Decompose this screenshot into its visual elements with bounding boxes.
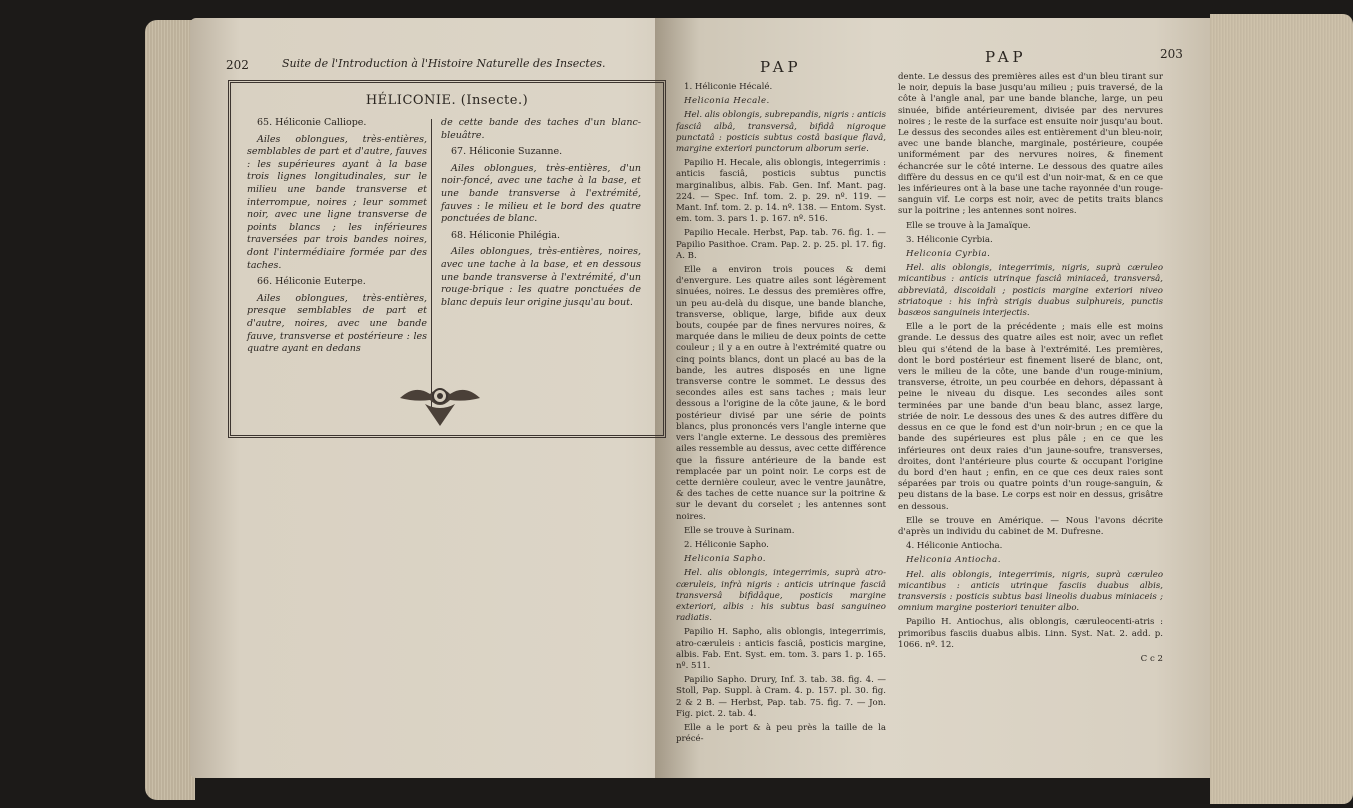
entry-text: Ailes oblongues, très-entières, d'un noir-foncé, avec une tache à la base, et une bande transverse à l'extrémité, fauves : le milieu et le bord des quatre ponctuées de blanc. <box>441 162 641 225</box>
col1-para: Elle a le port & à peu près la taille de la précé- <box>676 722 886 745</box>
box-left-column <box>247 117 427 360</box>
col1-para: Papilio H. Sapho, alis oblongis, integerrimis, atro-cæruleis : anticis fasciâ, posticis margine, albis. Fab. Ent. Syst. em. tom. 3. pars 1. p. 165. nº. 511. <box>676 627 886 671</box>
col1-para: 1. Héliconie Hécalé. <box>684 82 773 92</box>
ornament-icon <box>395 380 485 428</box>
left-page-number: 202 <box>226 58 249 72</box>
col1-para: 2. Héliconie Sapho. <box>684 539 769 550</box>
column-divider <box>431 119 432 409</box>
col1-para: Heliconia Hecale. <box>684 96 770 107</box>
col2-para: 3. Héliconie Cyrbia. <box>906 234 993 245</box>
entry-text: de cette bande des taches d'un blanc-bleuâtre. <box>441 117 641 141</box>
col2-para: Elle se trouve à la Jamaïque. <box>906 220 1031 231</box>
col2-para: Elle se trouve en Amérique. — Nous l'avons décrite d'après un individu du cabinet de M. Dufresne. <box>898 515 1163 537</box>
col2-para: Hel. alis oblongis, integerrimis, nigris, suprà cæruleo micantibus : anticis utrinque fasciâ miniaceâ, transversâ, abbreviatâ, discoidali ; posticis margine exteriori niveo striatoque : his infrà strigis duabus sulphureis, punctis basæos sanguineis interjectis. <box>898 263 1163 319</box>
entry-head: 67. Héliconie Suzanne. <box>451 146 563 158</box>
col2-para: Elle a le port de la précédente ; mais elle est moins grande. Le dessus des quatre ailes est noir, avec un reflet bleu qui s'étend de la base à l'extrémité. Les premières, dont le bord postérieur est finement liseré de blanc, ont, vers le milieu de la côte, une bande d'un rouge-minium, transverse, étroite, un peu courbée en dehors, dépassant à peine le niveau du disque. Les secondes ailes sont terminées par une bande d'un beau blanc, assez large, striée de noir. Le dessous des unes & des autres diffère du dessus en ce que le fond est d'un noir-brun ; en ce que la bande des supérieures est plus pâle ; en ce que les inférieures ont deux raies d'un jaune-soufre, transverses, droites, dont l'antérieure plus courte & occupant l'origine du bord d'en haut ; enfin, en ce que ces deux raies sont séparées par trois ou quatre points d'un rouge-sanguin, & peu distans de la base. Le corps est noir en dessus, grisâtre en dessous. <box>898 322 1163 512</box>
col1-para: Elle se trouve à Surinam. <box>684 525 795 536</box>
right-column-2 <box>898 72 1163 782</box>
entry-text: Ailes oblongues, très-entières, presque semblables de part et d'autre, noires, avec une bande fauve, transverse et postérieure : les quatre ayant en dedans <box>247 292 427 355</box>
col2-para: Heliconia Cyrbia. <box>906 249 991 260</box>
col2-para: 4. Héliconie Antiocha. <box>906 541 1003 552</box>
col2-para: Hel. alis oblongis, integerrimis, nigris, suprà cæruleo micantibus : anticis utrinque fasciis duabus albis, transversis : posticis subtus basi lineolis duabus miniaceis ; omnium margine posteriori tenuiter albo. <box>898 569 1163 614</box>
box-right-column <box>441 117 641 313</box>
col2-para: dente. Le dessus des premières ailes est d'un bleu tirant sur le noir, depuis la base jusqu'au milieu ; puis traversé, de la côte à l'angle anal, par une bande blanche, large, un peu sinuée, bifide antérieurement, divisée par des nervures noires ; le reste de la surface est ensuite noir jusqu'au bout. Le dessus des secondes ailes est entièrement d'un bleu-noir, avec une bande blanche, marginale, postérieure, coupée uniformément par des nervures noires, & finement échancrée sur le côté interne. Le dessous des quatre ailes diffère du dessus en ce qu'il est d'un noir-mat, & en ce que les inférieures ont à la base une tache rayonnée d'un rouge-sanguin vif. Le corps est noir, avec de petits traits blancs sur la poitrine ; les antennes sont noires. <box>898 72 1163 217</box>
col1-para: Papilio Sapho. Drury, Inf. 3. tab. 38. fig. 4. — Stoll, Pap. Suppl. à Cram. 4. p. 157. pl. 30. fig. 2 & 2 B. — Herbst, Pap. tab. 75. fig. 7. — Jon. Fig. pict. 2. tab. 4. <box>676 675 886 719</box>
col1-para: Papilio H. Hecale, alis oblongis, integerrimis : anticis fasciâ, posticis subtus punctis marginalibus, albis. Fab. Gen. Inf. Mant. pag. 224. — Spec. Inf. tom. 2. p. 29. nº. 119. — Mant. Inf. tom. 2. p. 14. nº. 138. — Entom. Syst. em. tom. 3. pars 1. p. 167. nº. 516. <box>676 158 886 225</box>
entry-text: Ailes oblongues, très-entières, noires, avec une tache à la base, et en dessous une bande transverse à l'extrémité, d'un rouge-brique : les quatre ponctuées de blanc depuis leur origine jusqu'au bout. <box>441 246 641 308</box>
col1-para: Hel. alis oblongis, subrepandis, nigris : anticis fasciâ albâ, transversâ, bifidâ nigroque punctatâ : posticis subtus costâ basique flavâ, margine exteriori punctorum alborum serie. <box>676 110 886 155</box>
column-head-left: PAP <box>760 58 802 76</box>
right-page-number: 203 <box>1160 47 1183 61</box>
col1-para: Papilio Hecale. Herbst, Pap. tab. 76. fig. 1. — Papilio Pasithoe. Cram. Pap. 2. p. 25. pl. 17. fig. A. B. <box>676 228 886 261</box>
entry-text: Ailes oblongues, très-entières, semblables de part et d'autre, fauves : les supérieures ayant à la base trois lignes longitudinales, sur le milieu une bande transverse et interrompue, noires ; leur sommet noir, avec une ligne transverse de points blancs ; les inférieures traversées par trois bandes noires, dont l'intermédiaire formée par des taches. <box>247 133 427 271</box>
box-title: HÉLICONIE. (Insecte.) <box>365 93 529 108</box>
right-column-1 <box>676 82 886 782</box>
running-head: Suite de l'Introduction à l'Histoire Naturelle des Insectes. <box>282 57 606 70</box>
col1-para: Elle a environ trois pouces & demi d'envergure. Les quatre ailes sont légèrement sinuées, noires. Le dessus des premières offre, un peu au-delà du disque, une bande blanche, transverse, oblique, large, bifide aux deux bouts, coupée par de fines nervures noires, & marquée dans le milieu de deux points de cette couleur ; il y a en outre à l'extrémité quatre ou cinq points blancs, dont un placé au bas de la bande, les autres disposés en une ligne transverse contre le sommet. Le dessus des secondes ailes est sans taches ; mais leur dessous a l'origine de la côte jaune, & le bord postérieur divisé par une série de points blancs, plus prononcés vers l'angle interne que vers l'angle externe. Le dessous des premières ailes ressemble au dessus, avec cette différence que la fissure antérieure de la bande est remplacée par un point noir. Le corps est de cette dernière couleur, avec le ventre jaunâtre, & des taches de cette nuance sur la poitrine & sur le devant du corselet ; les antennes sont noires. <box>676 265 886 522</box>
col1-para: Heliconia Sapho. <box>684 554 767 565</box>
entry-head: 68. Héliconie Philégia. <box>451 229 560 241</box>
entry-head: 66. Héliconie Euterpe. <box>257 276 366 288</box>
col2-para: Heliconia Antiocha. <box>906 555 1002 566</box>
col2-para: Papilio H. Antiochus, alis oblongis, cæruleocenti-atris : primoribus fasciis duabus albis. Linn. Syst. Nat. 2. add. p. 1066. nº. 12. <box>898 617 1163 650</box>
col1-para: Hel. alis oblongis, integerrimis, suprà atro-cæruleis, infrà nigris : anticis utrinque fasciâ transversâ bifidâque, posticis margine exteriori, albis : his subtus basi sanguineo radiatis. <box>676 568 886 624</box>
entry-head: 65. Héliconie Calliope. <box>257 117 367 128</box>
column-head-right: PAP <box>985 48 1027 66</box>
signature-mark: C c 2 <box>1140 653 1163 664</box>
